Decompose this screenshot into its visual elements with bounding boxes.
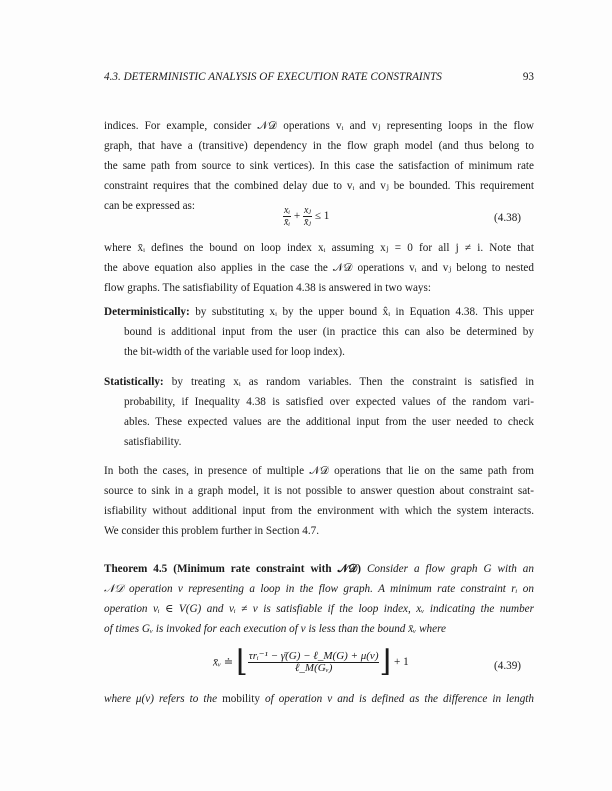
item-statistical-line-4: satisfiability. — [124, 436, 182, 448]
equation-4-39-lhs: x̄ᵥ ≐ — [213, 656, 234, 669]
paragraph-1-line-2: graph, that have a (transitive) dependency in the flow graph model (and thus belong to — [104, 140, 534, 152]
item-statistical-line-2: probability, if Inequality 4.38 is satisfied over expected values of the random vari- — [124, 396, 534, 408]
item-deterministic-term: Deterministically: — [104, 306, 190, 318]
item-deterministic-line-1: Deterministically: by substituting xᵢ by the upper bound x̂ᵢ in Equation 4.38. This upper — [104, 306, 534, 318]
equation-4-39 — [213, 647, 409, 677]
paragraph-3-line-4: We consider this problem further in Section 4.7. — [104, 525, 320, 537]
fraction-xj: $\frac{\text{xⱼ}}{\text{x̄ⱼ}}$ — [303, 205, 312, 228]
theorem-line-4: of times Gᵥ is invoked for each execution of v is less than the bound x̄ᵥ where — [104, 623, 447, 635]
running-header — [104, 71, 534, 83]
page-number: 93 — [522, 71, 534, 83]
paragraph-2-line-2: the above equation also applies in the case the 𝒩𝒟 operations vᵢ and vⱼ belong to nested — [104, 262, 534, 274]
paragraph-1-line-1: indices. For example, consider 𝒩𝒟 operations vᵢ and vⱼ representing loops in the flow — [104, 120, 534, 132]
paragraph-3-line-3: isfiability without additional input from the environment with which the system interacts. — [104, 505, 534, 517]
fraction-xi: $\frac{\text{xᵢ}}{\text{x̄ᵢ}}$ — [284, 205, 291, 228]
equation-number-4-39: (4.39) — [494, 660, 522, 672]
theorem-line-2: 𝒩𝒟 operation v representing a loop in the flow graph. A minimum rate constraint rᵢ on — [104, 583, 534, 595]
paragraph-3-line-1: In both the cases, in presence of multiple 𝒩𝒟 operations that lie on the same path from — [104, 465, 534, 477]
paragraph-2-line-3: flow graphs. The satisfiability of Equation 4.38 is answered in two ways: — [104, 282, 431, 294]
running-title: 4.3. DETERMINISTIC ANALYSIS OF EXECUTION RATE CONSTRAINTS — [104, 71, 442, 83]
equation-4-39-tail: + 1 — [394, 656, 409, 668]
item-deterministic-line-3: the bit-width of the variable used for loop index). — [124, 346, 345, 358]
equation-number-4-38: (4.38) — [494, 212, 522, 224]
paragraph-1-line-4: constraint requires that the combined delay due to vᵢ and vⱼ be bounded. This requirement — [104, 180, 534, 192]
paragraph-2-line-1: where x̄ᵢ defines the bound on loop index xᵢ assuming xⱼ = 0 for all j ≠ i. Note that — [104, 242, 534, 254]
item-statistical-line-1: Statistically: by treating xᵢ as random variables. Then the constraint is satisfied in — [104, 376, 534, 388]
term-mobility: mobility — [222, 693, 260, 705]
equation-4-38: $\frac{\text{xᵢ}}{\text{x̄ᵢ}}$ + $\frac{\text{xⱼ}}{\text{x̄ⱼ}}$ ≤ 1 — [284, 205, 330, 228]
paragraph-1-line-5: can be expressed as: — [104, 200, 196, 212]
paragraph-3-line-2: source to sink in a graph model, it is not possible to answer question about constraint sat- — [104, 485, 534, 497]
theorem-label: Theorem 4.5 (Minimum rate constraint with 𝒩𝒟) — [104, 563, 361, 575]
equation-4-39-fraction: $\frac{\text{τrᵢ⁻¹ − γ̄(G) − ℓ\_M(G) + μ(v)}}{\text{ℓ\_M(Gᵥ)}}$ — [248, 649, 379, 674]
theorem-line-1: Theorem 4.5 (Minimum rate constraint with 𝒩𝒟) Consider a flow graph G with an — [104, 563, 534, 575]
item-statistical-line-3: ables. These expected values are the additional input from the user needed to check — [124, 416, 534, 428]
floor-left-bracket: ⌊ — [236, 645, 248, 678]
theorem-line-3: operation vᵢ ∈ V(G) and vᵢ ≠ v is satisfiable if the loop index, xᵥ indicating the number — [104, 603, 534, 615]
floor-right-bracket: ⌋ — [379, 645, 392, 678]
paragraph-4-line-1: where μ(v) refers to the mobility of operation v and is defined as the difference in length — [104, 693, 535, 705]
item-deterministic-line-2: bound is additional input from the user (in practice this can also be determined by — [124, 326, 534, 338]
paragraph-1-line-3: the same path from source to sink vertices). In this case the satisfaction of minimum rate — [104, 160, 534, 172]
item-statistical-term: Statistically: — [104, 376, 164, 388]
